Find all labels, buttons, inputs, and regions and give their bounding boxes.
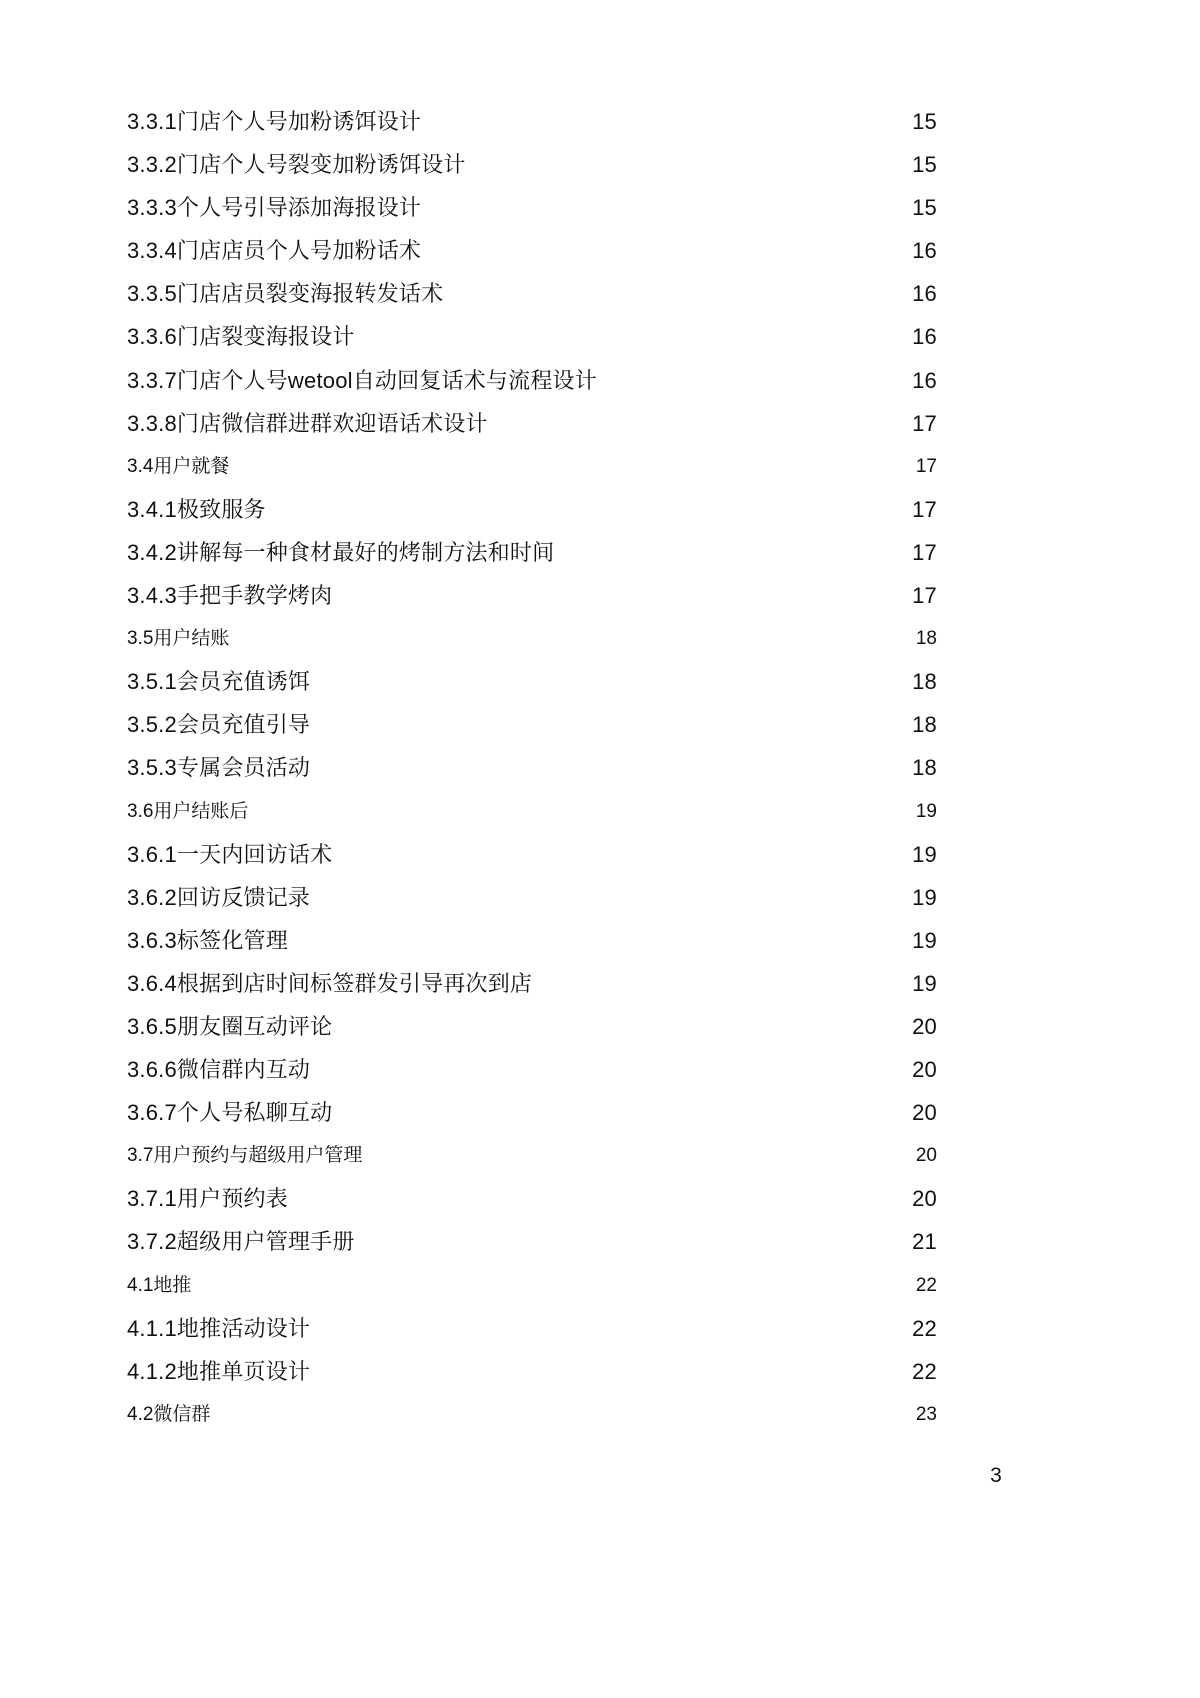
toc-entry-page-number: 22 — [912, 1315, 937, 1341]
toc-entry-page-number: 17 — [912, 539, 937, 565]
toc-entry-page-number: 20 — [912, 1057, 937, 1083]
toc-subsection-entry — [127, 1350, 937, 1393]
toc-subsection-entry — [127, 1177, 937, 1220]
toc-entry-page-number: 19 — [912, 884, 937, 910]
toc-entry-title: 3.5.1会员充值诱饵 — [127, 669, 311, 695]
toc-subsection-entry — [127, 703, 937, 746]
toc-entry-page-number: 17 — [915, 455, 937, 477]
toc-entry-title: 3.3.2门店个人号裂变加粉诱饵设计 — [127, 152, 466, 178]
toc-subsection-entry — [127, 746, 937, 789]
toc-subsection-entry — [127, 833, 937, 876]
toc-entry-page-number: 16 — [912, 324, 937, 350]
toc-entry-page-number: 17 — [912, 583, 937, 609]
toc-subsection-entry — [127, 1091, 937, 1134]
toc-entry-title: 3.3.3个人号引导添加海报设计 — [127, 195, 422, 221]
toc-subsection-entry — [127, 962, 937, 1005]
toc-entry-title: 3.4.1极致服务 — [127, 496, 266, 522]
toc-entry-title: 3.3.8门店微信群进群欢迎语话术设计 — [127, 410, 488, 436]
toc-section-entry — [127, 1264, 937, 1307]
toc-entry-title: 3.5.3专属会员活动 — [127, 755, 311, 781]
toc-entry-title: 4.1.2地推单页设计 — [127, 1358, 311, 1384]
toc-subsection-entry — [127, 488, 937, 531]
toc-entry-page-number: 20 — [915, 1145, 937, 1167]
toc-entry-page-number: 19 — [912, 927, 937, 953]
toc-entry-page-number: 20 — [912, 1186, 937, 1212]
toc-section-entry — [127, 1393, 937, 1436]
toc-entry-page-number: 18 — [912, 712, 937, 738]
toc-entry-title: 3.6.5朋友圈互动评论 — [127, 1013, 333, 1039]
toc-entry-title: 3.7.1用户预约表 — [127, 1186, 288, 1212]
toc-subsection-entry — [127, 272, 937, 315]
toc-section-entry — [127, 1134, 937, 1177]
toc-entry-title: 4.2微信群 — [127, 1403, 211, 1425]
toc-entry-title: 3.3.7门店个人号wetool自动回复话术与流程设计 — [127, 367, 597, 393]
table-of-contents — [127, 100, 937, 1436]
toc-entry-page-number: 20 — [912, 1100, 937, 1126]
toc-subsection-entry — [127, 660, 937, 703]
toc-entry-title: 4.1地推 — [127, 1274, 192, 1296]
toc-entry-title: 3.4.3手把手教学烤肉 — [127, 583, 333, 609]
toc-entry-title: 3.6.3标签化管理 — [127, 927, 288, 953]
toc-entry-title: 3.4.2讲解每一种食材最好的烤制方法和时间 — [127, 539, 555, 565]
toc-entry-page-number: 18 — [912, 669, 937, 695]
toc-entry-title: 3.7.2超级用户管理手册 — [127, 1229, 355, 1255]
toc-section-entry — [127, 445, 937, 488]
toc-entry-page-number: 15 — [912, 195, 937, 221]
toc-entry-page-number: 19 — [915, 800, 937, 822]
toc-entry-page-number: 22 — [912, 1358, 937, 1384]
page-number: 3 — [990, 1464, 1002, 1487]
toc-entry-title: 3.5.2会员充值引导 — [127, 712, 311, 738]
toc-subsection-entry — [127, 402, 937, 445]
toc-entry-page-number: 16 — [912, 367, 937, 393]
toc-entry-page-number: 20 — [912, 1013, 937, 1039]
toc-entry-page-number: 18 — [912, 755, 937, 781]
toc-subsection-entry — [127, 876, 937, 919]
toc-subsection-entry — [127, 100, 937, 143]
toc-entry-page-number: 18 — [915, 628, 937, 650]
toc-entry-title: 4.1.1地推活动设计 — [127, 1315, 311, 1341]
toc-entry-page-number: 21 — [912, 1229, 937, 1255]
toc-subsection-entry — [127, 229, 937, 272]
toc-entry-page-number: 17 — [912, 410, 937, 436]
toc-entry-title: 3.6.4根据到店时间标签群发引导再次到店 — [127, 970, 533, 996]
toc-entry-page-number: 17 — [912, 496, 937, 522]
toc-entry-page-number: 22 — [915, 1274, 937, 1296]
toc-subsection-entry — [127, 1220, 937, 1263]
toc-subsection-entry — [127, 186, 937, 229]
toc-entry-title: 3.6.6微信群内互动 — [127, 1057, 311, 1083]
toc-entry-title: 3.3.6门店裂变海报设计 — [127, 324, 355, 350]
toc-subsection-entry — [127, 143, 937, 186]
toc-entry-title: 3.3.4门店店员个人号加粉话术 — [127, 238, 422, 264]
toc-subsection-entry — [127, 359, 937, 402]
toc-subsection-entry — [127, 531, 937, 574]
toc-entry-page-number: 19 — [912, 841, 937, 867]
toc-entry-title: 3.6.2回访反馈记录 — [127, 884, 311, 910]
toc-entry-title: 3.7用户预约与超级用户管理 — [127, 1145, 363, 1167]
toc-subsection-entry — [127, 1307, 937, 1350]
toc-section-entry — [127, 790, 937, 833]
toc-entry-title: 3.4用户就餐 — [127, 455, 230, 477]
toc-entry-title: 3.5用户结账 — [127, 628, 230, 650]
toc-entry-title: 3.6.1一天内回访话术 — [127, 841, 333, 867]
toc-subsection-entry — [127, 1048, 937, 1091]
toc-entry-page-number: 15 — [912, 152, 937, 178]
toc-entry-title: 3.6用户结账后 — [127, 800, 249, 822]
toc-entry-title: 3.3.5门店店员裂变海报转发话术 — [127, 281, 444, 307]
toc-entry-page-number: 16 — [912, 281, 937, 307]
toc-section-entry — [127, 617, 937, 660]
toc-subsection-entry — [127, 315, 937, 358]
toc-entry-page-number: 23 — [915, 1403, 937, 1425]
toc-subsection-entry — [127, 574, 937, 617]
toc-subsection-entry — [127, 919, 937, 962]
toc-entry-title: 3.6.7个人号私聊互动 — [127, 1100, 333, 1126]
toc-entry-page-number: 16 — [912, 238, 937, 264]
toc-entry-page-number: 19 — [912, 970, 937, 996]
toc-entry-page-number: 15 — [912, 109, 937, 134]
toc-subsection-entry — [127, 1005, 937, 1048]
toc-entry-title: 3.3.1门店个人号加粉诱饵设计 — [127, 109, 422, 134]
